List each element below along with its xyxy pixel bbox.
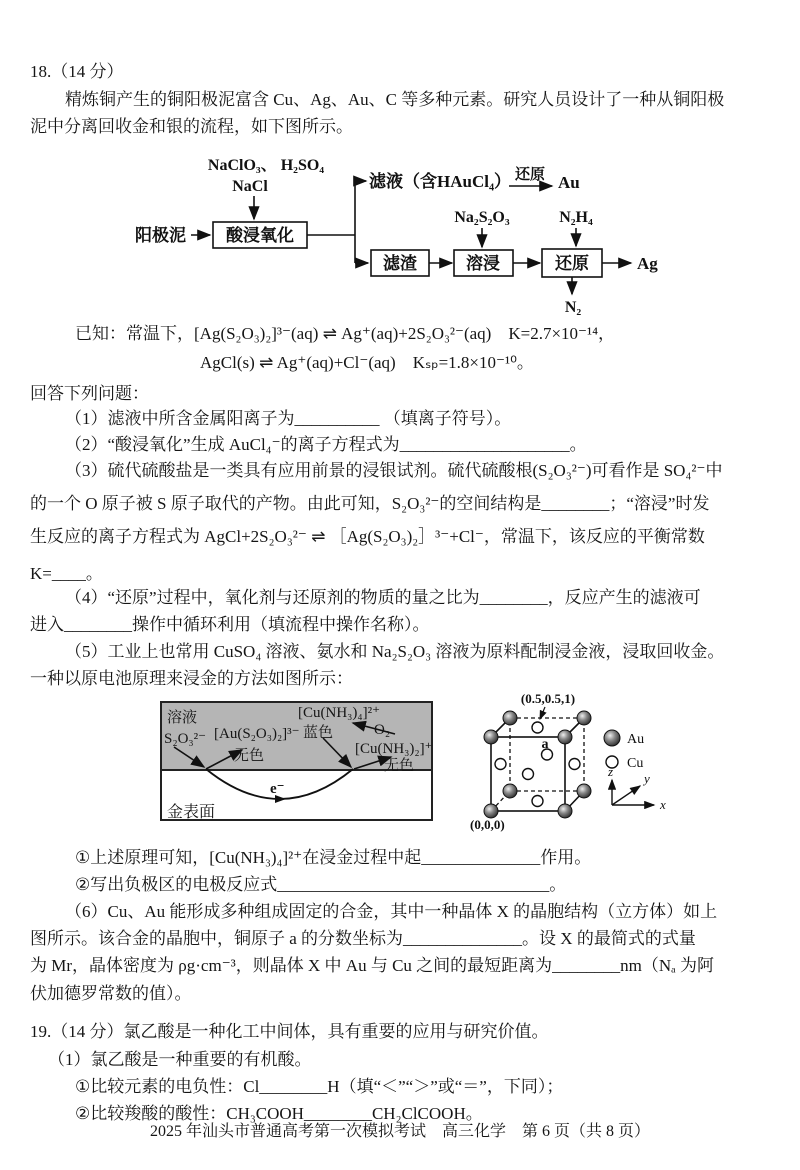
flow-product-ag: Ag [637, 254, 658, 273]
q18-item5-sub1: ①上述原理可知，[Cu(NH₃)₄]²⁺在浸金过程中起______________作用。 [75, 848, 592, 867]
q18-item5-line2: 一种以原电池原理来浸金的方法如图所示： [30, 669, 353, 688]
cu4-complex-label: [Cu(NH₃)₄]²⁺ [298, 705, 381, 721]
cu2-complex-color: 无色 [384, 758, 415, 774]
cu-atom-left-face [495, 759, 506, 770]
page-footer: 2025 年汕头市普通高考第一次模拟考试 高三化学 第 6 页（共 8 页） [149, 1123, 650, 1140]
atom-a-label: a [541, 737, 549, 752]
gold-surface-label: 金表面 [167, 804, 216, 821]
known-equation-1: 已知：常温下，[Ag(S₂O₃)₂]³⁻(aq) ⇌ Ag⁺(aq)+2S₂O₃²⁻(aq) K=2.7×10⁻¹⁴， [75, 324, 616, 343]
au-complex-label: [Au(S₂O₃)₂]³⁻ [214, 726, 300, 742]
arrow-cu4-in [323, 738, 351, 767]
au-atom-corner [484, 730, 498, 744]
q18-item1: （1）滤液中所含金属阳离子为__________ （填离子符号）。 [65, 409, 512, 428]
unit-cell-figure [460, 690, 790, 845]
flow-product-n2: N₂ [564, 299, 582, 316]
cu4-complex-color: 蓝色 [303, 725, 334, 741]
cu-atom-right-face [569, 759, 580, 770]
au-atom-corner [503, 784, 517, 798]
answer-prompt: 回答下列问题： [30, 384, 149, 403]
q19-item1: （1）氯乙酸是一种重要的有机酸。 [48, 1050, 312, 1069]
cu-atom-front-face [523, 769, 534, 780]
q18-item5-line1: （5）工业上也常用 CuSO₄ 溶液、氨水和 Na₂S₂O₃ 溶液为原料配制浸金液，浸取回收金。 [65, 642, 725, 661]
q18-item2: （2）“酸浸氧化”生成 AuCl₄⁻的离子方程式为____________________。 [65, 435, 587, 454]
flow-reagent-nacl: NaCl [232, 178, 268, 195]
cu-atom-bottom-face [532, 796, 543, 807]
q19-item1-sub1: ①比较元素的电负性：Cl________H（填“＜”“＞”或“＝”，下同）； [75, 1077, 564, 1096]
flow-input-anode-slime: 阳极泥 [135, 226, 186, 245]
flow-reagent-naclo3-h2so4: NaClO₃、 H₂SO₄ [207, 157, 325, 174]
q19-heading: 19.（14 分）氯乙酸是一种化工中间体，具有重要的应用与研究价值。 [30, 1022, 549, 1041]
solution-label: 溶液 [167, 710, 198, 726]
flow-box-leach-label: 溶浸 [466, 254, 500, 273]
au-atom-corner [558, 804, 572, 818]
au-atom-corner [503, 711, 517, 725]
o2-label: O₂ [374, 722, 391, 738]
au-atom-corner [484, 804, 498, 818]
q18-item6-line2: 图所示。该合金的晶胞中，铜原子 a 的分数坐标为______________。设 X 的最简式的式量 [30, 929, 696, 948]
q18-item5-sub2: ②写出负极区的电极反应式________________________________。 [75, 875, 567, 894]
axis-x-label: x [660, 797, 666, 812]
au-atom-corner [558, 730, 572, 744]
flow-product-au: Au [558, 173, 580, 192]
axis-z-label: z [608, 764, 614, 779]
top-face-coordinate-label: (0.5,0.5,1) [520, 691, 576, 706]
flow-reagent-na2s2o3: Na₂S₂O₃ [454, 209, 510, 226]
axis-y-arrow [612, 786, 640, 805]
axis-y-label: y [644, 771, 650, 786]
q18-item3-line3: 生反应的离子方程式为 AgCl+2S₂O₃²⁻ ⇌ ［Ag(S₂O₃)₂］³⁻+Cl⁻，常温下，该反应的平衡常数 [30, 527, 705, 546]
s2o3-label: S₂O₃²⁻ [164, 731, 207, 747]
flow-filtrate-label: 滤液（含HAuCl₄） [369, 172, 512, 191]
electron-label: e⁻ [270, 781, 285, 797]
q18-heading: 18.（14 分） [30, 62, 124, 81]
q18-item6-line1: （6）Cu、Au 能形成多种组成固定的合金，其中一种晶体 X 的晶胞结构（立方体）如上 [65, 902, 718, 921]
au-atom-corner [577, 784, 591, 798]
q18-item3-line2: 的一个 O 原子被 S 原子取代的产物。由此可知，S₂O₃²⁻的空间结构是________；“溶浸”时发 [30, 494, 710, 513]
arrow-s2o3-in [174, 747, 204, 767]
q18-item6-line4: 伏加德罗常数的值）。 [30, 984, 192, 1003]
process-flow-diagram [130, 148, 690, 318]
q18-item4-line1: （4）“还原”过程中，氧化剂与还原剂的物质的量之比为________，反应产生的滤液可 [65, 588, 701, 607]
flow-box-residue-label: 滤渣 [383, 254, 417, 273]
legend-au-sphere [604, 730, 620, 746]
au-complex-color: 无色 [234, 748, 265, 764]
au-atom-corner [577, 711, 591, 725]
cu-atom-top-face [532, 722, 543, 733]
q18-intro-line1: 精炼铜产生的铜阳极泥富含 Cu、Ag、Au、C 等多种元素。研究人员设计了一种从铜阳极 [65, 90, 725, 109]
legend-au-label: Au [627, 732, 645, 747]
flow-reagent-n2h4: N₂H₄ [559, 209, 593, 226]
arrow-coord-to-atom [540, 707, 545, 719]
leaching-cell-figure [160, 701, 433, 821]
origin-coordinate-label: (0,0,0) [470, 817, 505, 832]
legend-cu-label: Cu [627, 756, 644, 771]
cu2-complex-label: [Cu(NH₃)₂]⁺ [355, 741, 433, 757]
flow-box-oxidize-label: 酸浸氧化 [226, 226, 294, 245]
q18-item6-line3: 为 Mr，晶体密度为 ρg·cm⁻³，则晶体 X 中 Au 与 Cu 之间的最短距离为________nm（Nₐ 为阿 [30, 956, 715, 975]
q18-intro-line2: 泥中分离回收金和银的流程，如下图所示。 [30, 117, 353, 136]
q18-item4-line2: 进入________操作中循环利用（填流程中操作名称）。 [30, 615, 430, 634]
q18-item3-line4: K=____。 [30, 564, 103, 583]
flow-reduce-arrow-label: 还原 [514, 167, 546, 183]
flow-box-reduce-label: 还原 [555, 254, 589, 273]
q19-item1-sub2: ②比较羧酸的酸性：CH₃COOH________CH₂ClCOOH。 [75, 1104, 483, 1123]
known-equation-2: AgCl(s) ⇌ Ag⁺(aq)+Cl⁻(aq) Kₛₚ=1.8×10⁻¹⁰。 [200, 353, 534, 372]
q18-item3-line1: （3）硫代硫酸盐是一类具有应用前景的浸银试剂。硫代硫酸根(S₂O₃²⁻)可看作是 SO₄²⁻中 [65, 461, 723, 480]
